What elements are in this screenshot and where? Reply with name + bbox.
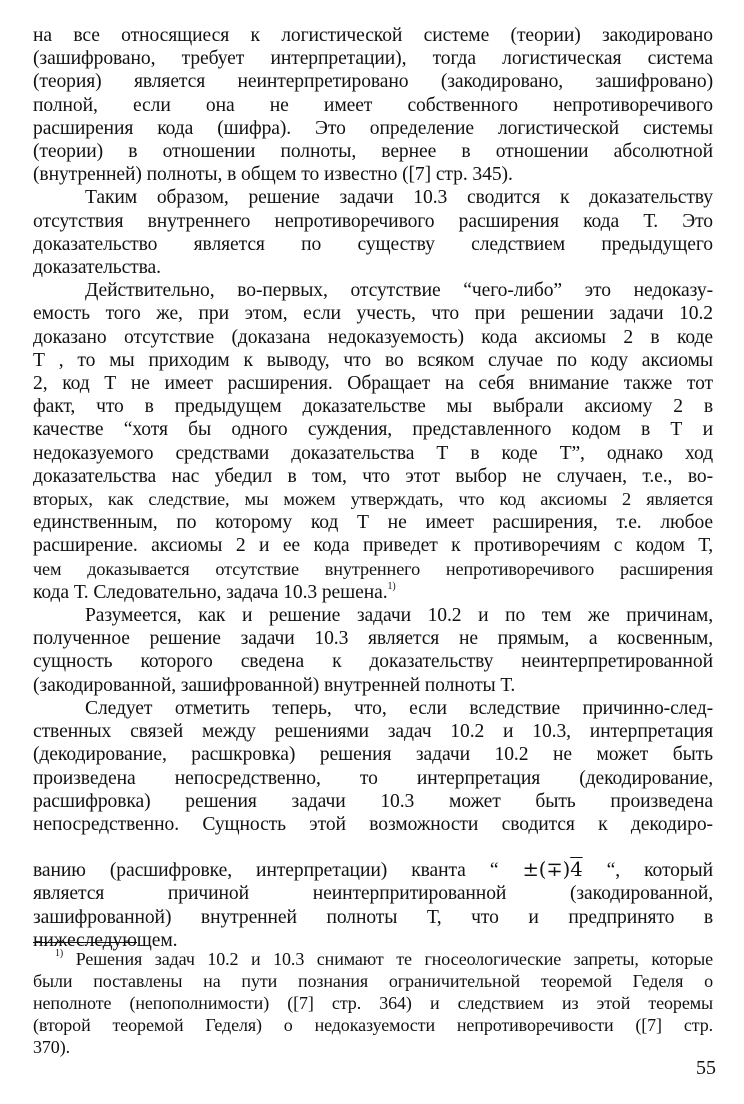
text-line: на все относящиеся к логистической системе (теории) закодировано	[33, 25, 713, 46]
text-line: доказано отсутствие (доказана недоказуемость) кода аксиомы 2 в коде	[33, 326, 713, 348]
paragraph-3	[33, 279, 713, 604]
text-line: Разумеется, как и решение задачи 10.2 и по тем же причинам,	[85, 605, 713, 627]
text-line: расшифровка) решения задачи 10.3 может быть произведена	[33, 790, 713, 812]
text-line: отсутствия внутреннего непротиворечивого расширения кода Т. Это	[33, 210, 713, 232]
paragraph-5	[33, 697, 713, 836]
text-fragment: Решения задач 10.2 и 10.3 снимают те гносеологические запреты, которые	[75, 949, 713, 969]
text-line: непосредственно. Сущность этой возможности сводится к декодиро-	[33, 813, 713, 835]
text-line: произведена непосредственно, то интерпретация (декодирование,	[33, 767, 713, 789]
text-line: доказательство является по существу следствием предыдущего	[33, 233, 713, 255]
text-line: Таким образом, решение задачи 10.3 сводится к доказательству	[85, 187, 713, 209]
footnote-line: (второй теоремой Геделя) о недоказуемости непротиворечивости ([7] стр.	[33, 1015, 713, 1035]
quantum-digit: 4	[570, 858, 583, 882]
text-fragment: “, который	[582, 860, 713, 882]
footnote	[33, 948, 713, 1058]
text-line: полной, если она не имеет собственного непротиворечивого	[33, 94, 713, 116]
text-line: недоказуемого средствами доказательства Т в коде Т”, однако ход	[33, 442, 713, 464]
text-line: Т , то мы приходим к выводу, что во всяком случае по коду аксиомы	[33, 349, 713, 371]
text-line: (теории) в отношении полноты, вернее в отношении абсолютной	[33, 141, 713, 163]
text-line: 2, код Т не имеет расширения. Обращает на себя внимание также тот	[33, 373, 713, 395]
text-line	[33, 581, 713, 604]
text-line: нижеследующем.	[33, 929, 178, 951]
text-line: качестве “хотя бы одного суждения, представленного кодом в Т и	[33, 419, 713, 441]
text-line: расширение. аксиомы 2 и ее кода приведет к противоречиям с кодом Т,	[33, 535, 713, 557]
footnote-divider	[33, 942, 137, 943]
text-line: (зашифровано, требует интерпретации), тогда логистическая система	[33, 48, 713, 70]
spacer	[33, 836, 713, 858]
text-line: доказательства нас убедил в том, что этот выбор не случаен, т.е., во-	[33, 465, 713, 487]
text-line: вторых, как следствие, мы можем утверждать, что код аксиомы 2 является	[33, 489, 713, 510]
text-line: емость того же, при этом, если учесть, что при решении задачи 10.2	[33, 303, 713, 325]
footnote-line	[33, 948, 713, 970]
text-line: (декодирование, расшкровка) решения задачи 10.2 не может быть	[33, 744, 713, 766]
text-line: чем доказывается отсутствие внутреннего непротиворечивого расширения	[33, 558, 713, 579]
quantum-symbol: ±(∓)	[522, 858, 571, 882]
paragraph-2	[33, 186, 713, 279]
text-line: (теория) является неинтерпретировано (закодировано, зашифровано)	[33, 71, 713, 93]
paragraph-6	[33, 858, 713, 952]
page-number: 55	[696, 1057, 716, 1079]
text-line: зашифрованной) внутренней полноты Т, что и предпринято в	[33, 906, 713, 928]
text-line: сущность которого сведена к доказательству неинтерпретированной	[33, 651, 713, 673]
text-line: Следует отметить теперь, что, если вследствие причинно-след-	[85, 697, 713, 719]
footnote-line: были поставлены на пути познания ограничительной теоремой Геделя о	[33, 971, 713, 991]
footnote-mark: 1)	[55, 948, 64, 959]
text-line: единственным, по которому код Т не имеет расширения, т.е. любое	[33, 512, 713, 534]
paragraph-4	[33, 604, 713, 697]
text-line: (закодированной, зашифрованной) внутренней полноты Т.	[33, 674, 516, 696]
text-fragment: ванию (расшифровке, интерпретации) кванта “	[33, 860, 523, 882]
text-line: ственных связей между решениями задач 10.2 и 10.3, интерпретация	[33, 721, 713, 743]
text-line-with-quantum	[33, 858, 713, 882]
footnote-line: 370).	[33, 1037, 70, 1057]
text-line: факт, что в предыдущем доказательстве мы выбрали аксиому 2 в	[33, 396, 713, 418]
text-line: является причиной неинтерпритированной (закодированной,	[33, 883, 713, 905]
footnote-line: неполноте (непополнимости) ([7] стр. 364) и следствием из этой теоремы	[33, 993, 713, 1013]
text-line: расширения кода (шифра). Это определение логистической системы	[33, 117, 713, 139]
text-line: (внутренней) полноты, в общем то известно ([7] стр. 345).	[33, 164, 513, 186]
text-line: полученное решение задачи 10.3 является не прямым, а косвенным,	[33, 628, 713, 650]
text-line: доказательства.	[33, 257, 161, 279]
footnote-reference[interactable]: 1)	[387, 580, 396, 592]
page-body	[33, 24, 713, 952]
paragraph-1	[33, 24, 713, 186]
text-fragment: кода Т. Следовательно, задача 10.3 решена.	[33, 581, 388, 603]
text-line: Действительно, во-первых, отсутствие “чего-либо” это недоказу-	[85, 280, 713, 302]
